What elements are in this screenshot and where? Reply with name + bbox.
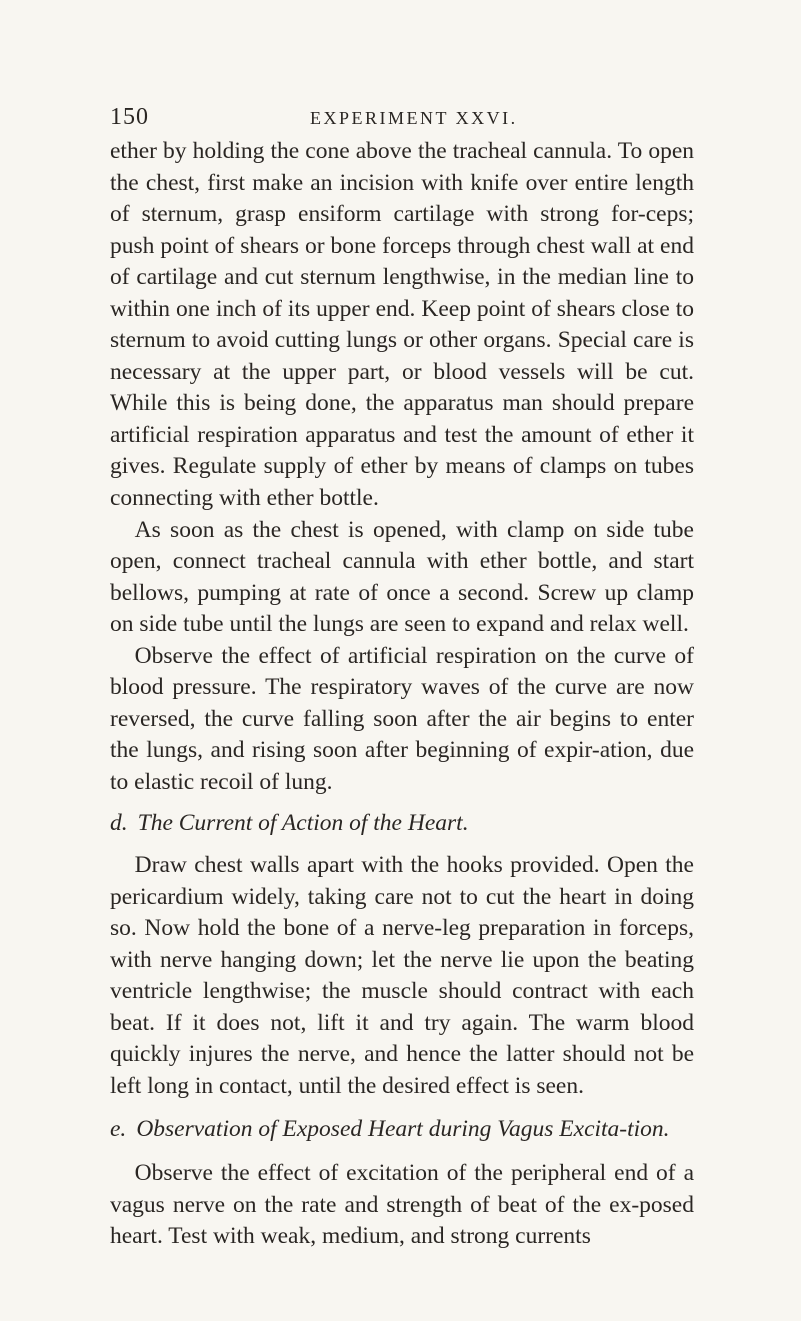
- section-title-d: The Current of Action of the Heart.: [137, 810, 469, 837]
- section-heading-d: [110, 808, 694, 840]
- page-number: 150: [110, 104, 149, 130]
- paragraph-2: As soon as the chest is opened, with clamp on side tube open, connect tracheal cannula with ether bottle, and start bellows, pumping at rate of once a second. Screw up clamp on side tube until the lungs are seen to expand and relax well.: [110, 516, 694, 638]
- section-letter-e: e.: [110, 1116, 127, 1143]
- paragraph-1: ether by holding the cone above the tracheal cannula. To open the chest, first make an incision with knife over entire length of sternum, grasp ensiform cartilage with strong for-ceps; push point of shears or bone forceps through chest wall at end of cartilage and cut sternum lengthwise, in the median line to within one inch of its upper end. Keep point of shears close to sternum to avoid cutting lungs or other organs. Special care is necessary at the upper part, or blood vessels will be cut. While this is being done, the apparatus man should prepare artificial respiration apparatus and test the amount of ether it gives. Regulate supply of ether by means of clamps on tubes connecting with ether bottle.: [110, 138, 694, 512]
- paragraph-3: Observe the effect of artificial respiration on the curve of blood pressure. The respiratory waves of the curve are now reversed, the curve falling soon after the air begins to enter the lungs, and rising soon after beginning of expir-ation, due to elastic recoil of lung.: [110, 642, 694, 795]
- running-head: EXPERIMENT XXVI.: [310, 108, 518, 128]
- section-title-e: Observation of Exposed Heart during Vagus Excita-tion.: [136, 1116, 670, 1143]
- section-letter-d: d.: [110, 810, 128, 837]
- section-heading-e: [110, 1114, 694, 1146]
- body-text: [110, 136, 694, 1253]
- paragraph-5: Observe the effect of excitation of the peripheral end of a vagus nerve on the rate and strength of beat of the ex-posed heart. Test with weak, medium, and strong currents: [110, 1159, 694, 1250]
- page-header: [110, 104, 695, 134]
- paragraph-4: Draw chest walls apart with the hooks provided. Open the pericardium widely, taking care not to cut the heart in doing so. Now hold the bone of a nerve-leg preparation in forceps, with nerve hanging down; let the nerve lie upon the beating ventricle lengthwise; the muscle should contract with each beat. If it does not, lift it and try again. The warm blood quickly injures the nerve, and hence the latter should not be left long in contact, until the desired effect is seen.: [110, 852, 694, 1099]
